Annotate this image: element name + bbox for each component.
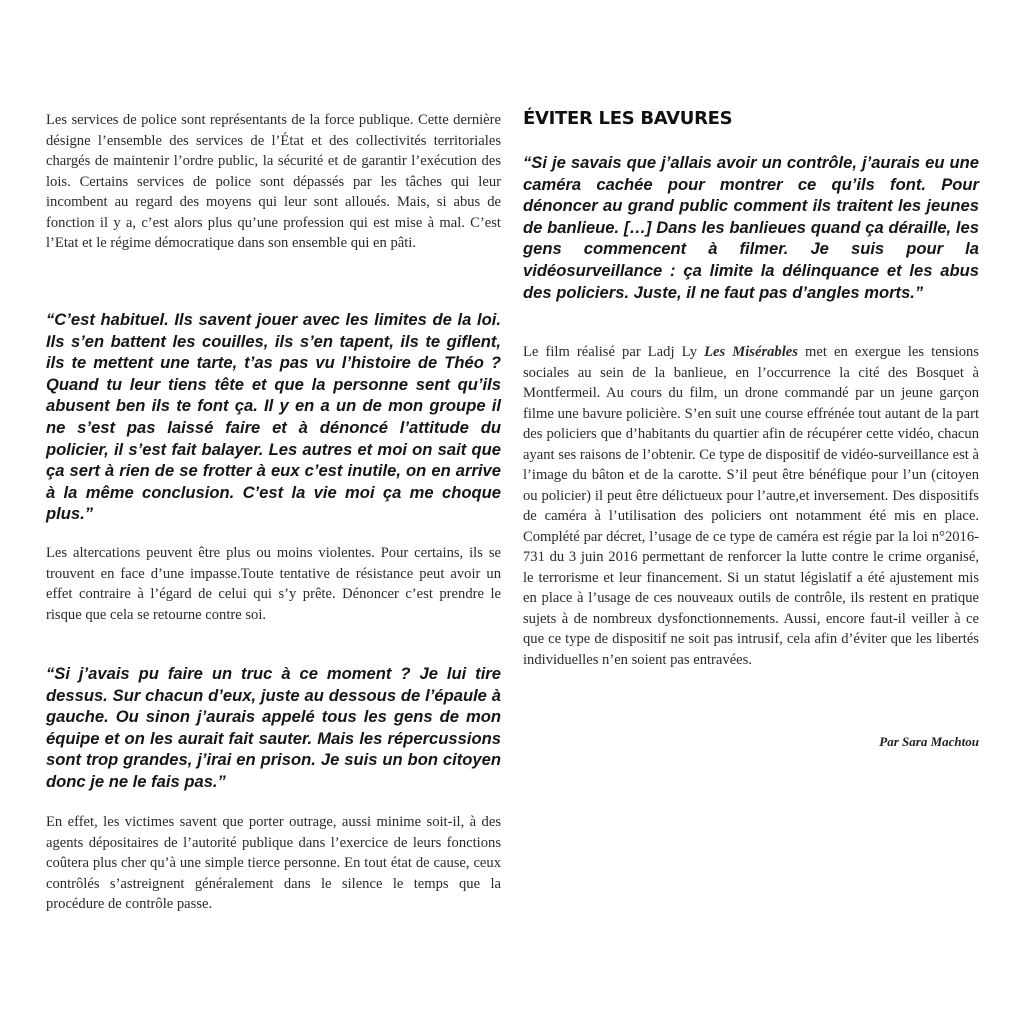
testimony-quote-2: “Si j’avais pu faire un truc à ce moment ? Je lui tire dessus. Sur chacun d’eux, juste au dessous de l’épaule à gauche. Ou sinon j’aurais appelé tous les gens de mon équipe et on les aurait fait sauter. Mais les répercussions sont trop grandes, j’irai en prison. Je suis un bon citoyen donc je ne le fais pas.” bbox=[46, 664, 501, 791]
altercations-paragraph: Les altercations peuvent être plus ou moins violentes. Pour certains, ils se trouvent en face d’une impasse.Toute tentative de résistance peut avoir un effet contraire à l’égard de celui qui s’y prête. Dénoncer c’est prendre le risque que cela se retourne contre soi. bbox=[46, 545, 501, 623]
film-paragraph-body: met en exergue les tensions sociales au sein de la banlieue, en l’occurrence la cité des Bosquet à Montfermeil. Au cours du film, un drone commandé par un jeune garçon filme une bavure policière. S’en suit une course effrénée tout autant de la part des policiers que d’habitants du quartier afin de récupérer cette vidéo, chacun ayant ses raisons de l’obtenir. Ce type de dispositif de vidéo-surveillance est à l’image du bâton et de la carotte. S’il peut être bénéfique pour l’un (citoyen ou policier) il peut être délictueux pour l’autre,et inversement. Des dispositifs de caméra à l’utilisation des policiers ont notamment été mis en place. Complété par décret, l’usage de ce type de caméra est régie par la loi n°2016-731 du 3 juin 2016 permettant de renforcer la lutte contre le crime organisé, le terrorisme et leur financement. Si un statut législatif a été ajustement mis en place à l’usage de ces nouveaux outils de contrôle, ils restent en pratique sujets à de nombreux dysfonctionnements. Aussi, encore faut-il veiller à ce que ce type de dispositif ne soit pas intrusif, cela afin d’éviter que les libertés individuelles n’en soient pas entravées. bbox=[523, 344, 979, 668]
section-heading: ÉVITER LES BAVURES bbox=[523, 108, 733, 129]
testimony-quote-3: “Si je savais que j’allais avoir un contrôle, j’aurais eu une caméra cachée pour montrer ce qu’ils font. Pour dénoncer au grand public comment ils traitent les jeunes de banlieue. […] Dans les banlieues quand ça déraille, les gens commencent à filmer. Je suis pour la vidéosurveillance : ça limite la délinquance et les abus des policiers. Juste, il ne faut pas d’angles morts.” bbox=[523, 153, 979, 302]
testimony-quote-1: “C’est habituel. Ils savent jouer avec les limites de la loi. Ils s’en battent les couilles, ils s’en tapent, ils te giflent, ils te mettent une tarte, t’as pas vu l’histoire de Théo ? Quand tu leur tiens tête et que la personne sent qu’ils abusent ben ils te font ça. Il y en a un de mon groupe il ne s’est pas laissé faire et à dénoncé l’attitude du policier, il s’est fait balayer. Les autres et moi on sait que ça sert à rien de se frotter à eux c’est inutile, on en arrive à la même conclusion. C’est la vie moi ça me choque plus.” bbox=[46, 310, 501, 524]
intro-paragraph: Les services de police sont représentants de la force publique. Cette dernière désigne l’ensemble des services de l’État et des collectivités territoriales chargés de maintenir l’ordre public, la sécurité et de garantir l’exécution des lois. Certains services de police sont dépassés par les tâches qui leur incombent au regard des moyens qui leur sont alloués. Mais, si abus de fonction il y a, c’est alors plus qu’une profession qui est mise à mal. C’est l’Etat et le régime démocratique dans son ensemble qui en pâti. bbox=[46, 112, 501, 251]
film-paragraph-intro: Le film réalisé par Ladj Ly bbox=[523, 344, 705, 360]
author-byline: Par Sara Machtou bbox=[879, 734, 979, 749]
victims-paragraph: En effet, les victimes savent que porter outrage, aussi minime soit-il, à des agents dépositaires de l’autorité publique dans l’exercice de leurs fonctions coûtera plus cher qu’à une simple tierce personne. En tout état de cause, ceux contrôlés s’astreignent généralement dans le silence le temps que la procédure de contrôle passe. bbox=[46, 814, 501, 912]
film-title: Les Misérables bbox=[704, 344, 798, 360]
film-paragraph bbox=[523, 342, 979, 670]
